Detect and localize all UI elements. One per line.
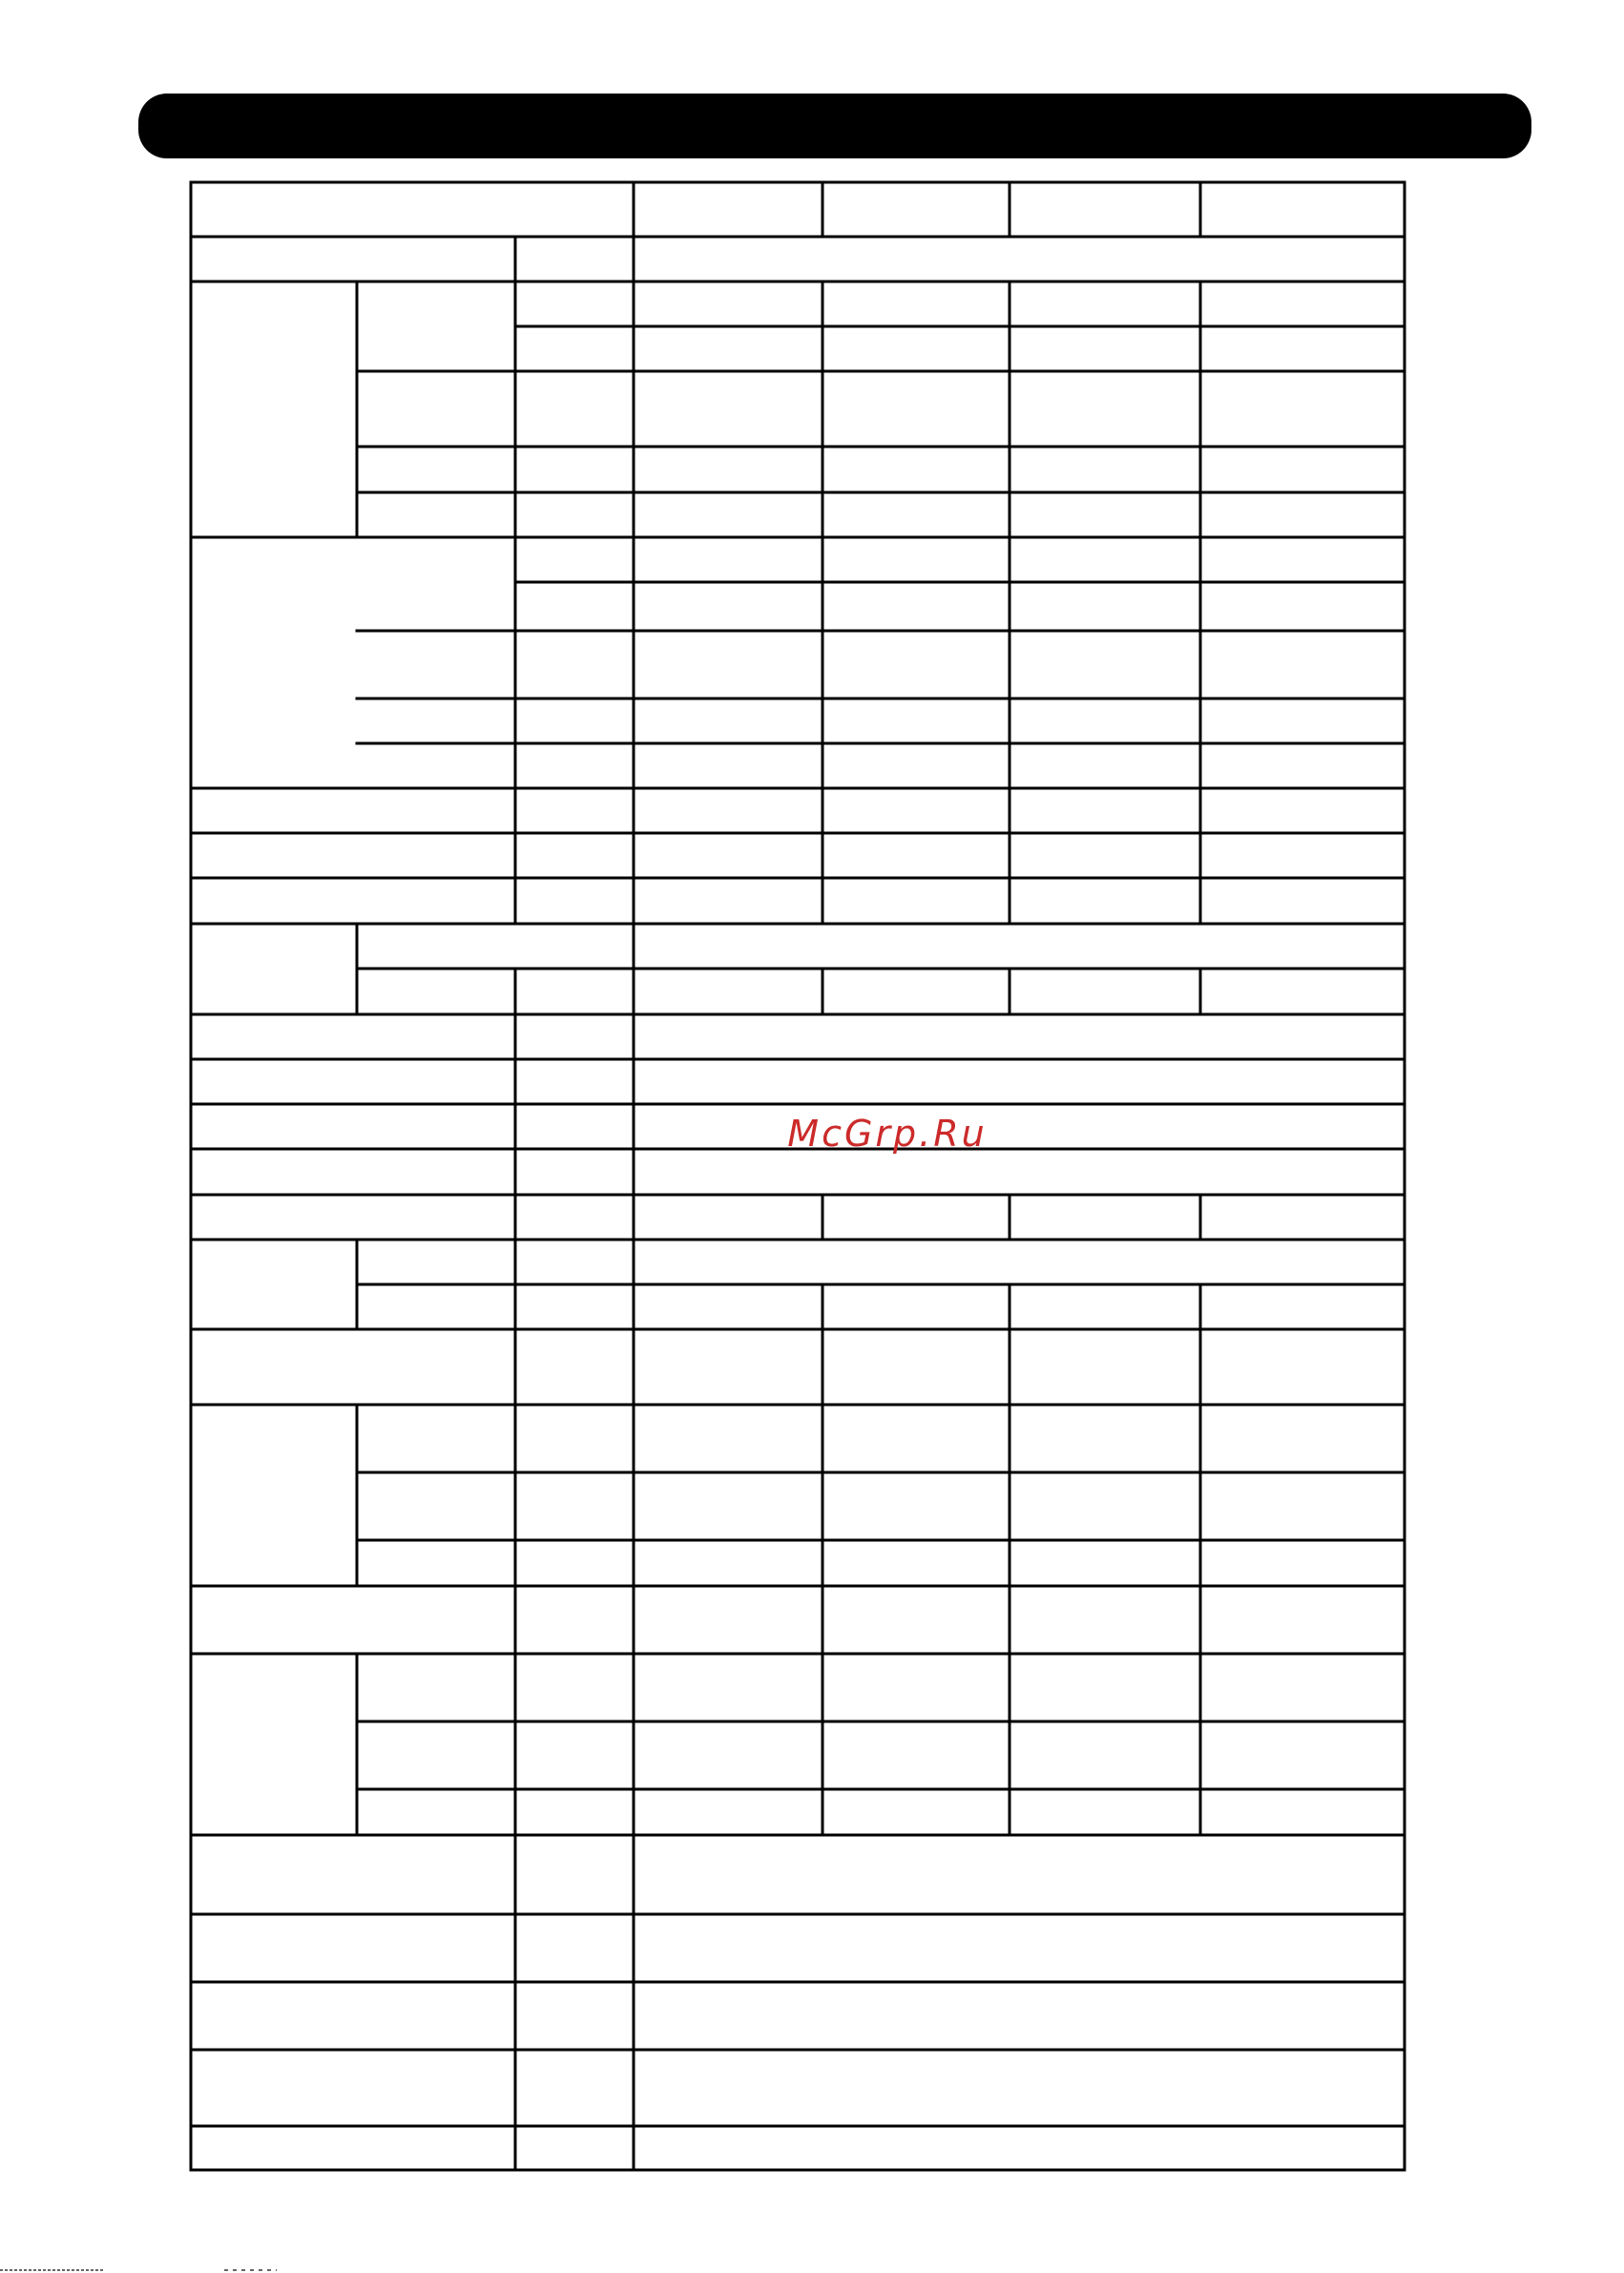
watermark-text: McGrp.Ru [787,1113,988,1155]
table-frame [191,182,1405,2170]
footer-marks [0,2267,286,2273]
